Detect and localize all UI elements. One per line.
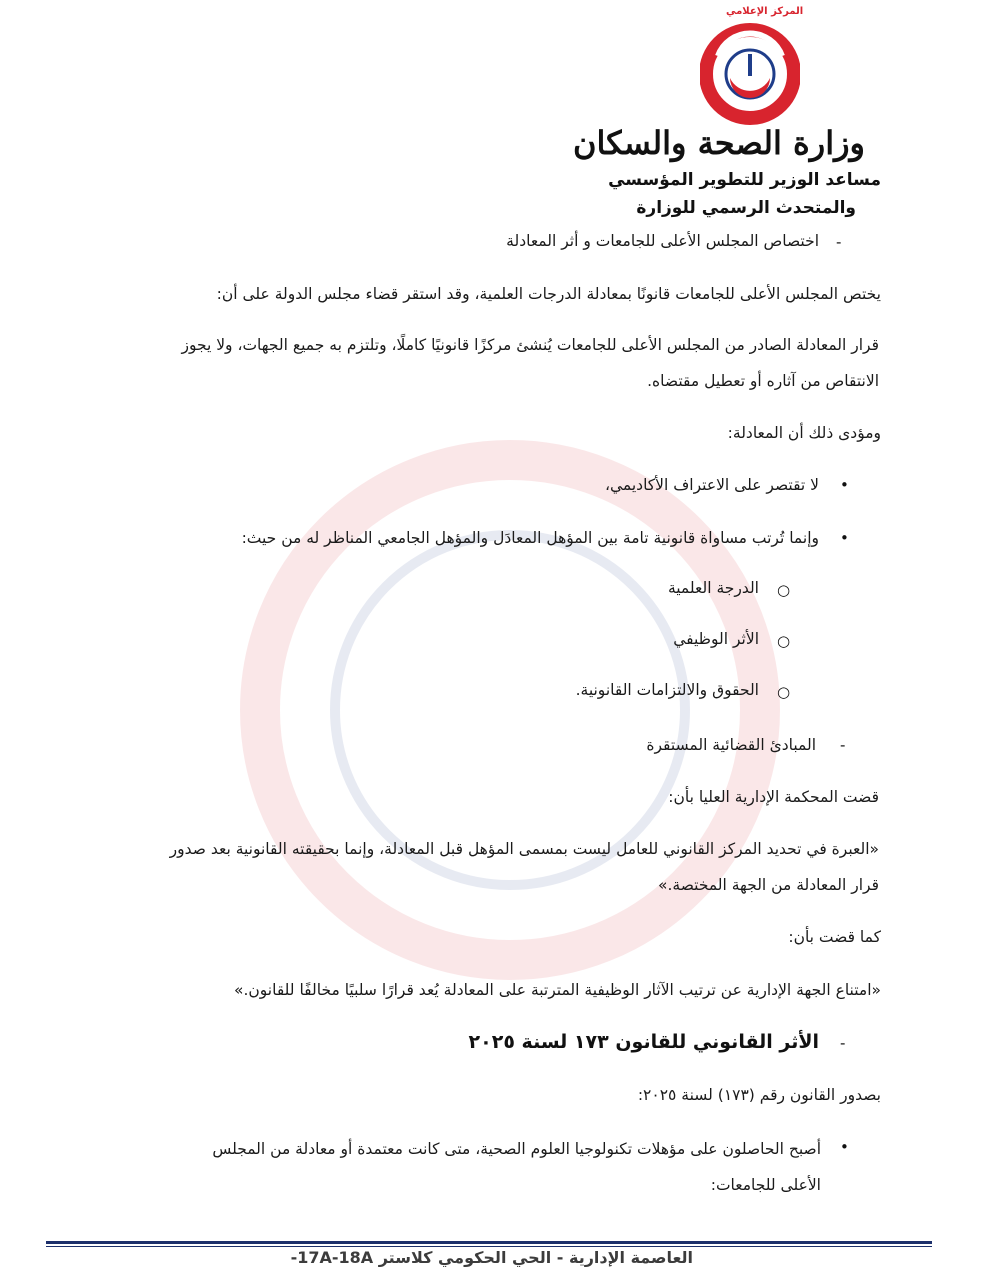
section-heading-judicial-principles: المبادئ القضائية المستقرة bbox=[646, 736, 816, 754]
sub-bullet-rights: الحقوق والالتزامات القانونية. bbox=[575, 681, 759, 699]
paragraph-equivalency-decision-2: الانتقاص من آثاره أو تعطيل مقتضاه. bbox=[647, 372, 879, 390]
sub-bullet-circle-icon: ○ bbox=[777, 581, 791, 599]
paragraph-supreme-court: قضت المحكمة الإدارية العليا بأن: bbox=[668, 788, 879, 806]
paragraph-law-issuance: بصدور القانون رقم (١٧٣) لسنة ٢٠٢٥: bbox=[637, 1086, 881, 1104]
quote-legal-status-1: «العبرة في تحديد المركز القانوني للعامل ليست بمسمى المؤهل قبل المعادلة، وإنما بحقيقته القانونية بعد صدور bbox=[169, 840, 879, 858]
ministry-logo-icon bbox=[700, 16, 800, 126]
bullet-dot-icon: • bbox=[840, 476, 849, 494]
bullet-legal-equality: وإنما تُرتب مساواة قانونية تامة بين المؤهل المعادَل والمؤهل الجامعي المناظر له من حيث: bbox=[241, 529, 819, 547]
section-heading-council: اختصاص المجلس الأعلى للجامعات و أثر المعادلة bbox=[506, 232, 819, 250]
sub-bullet-job-effect: الأثر الوظيفي bbox=[673, 630, 759, 648]
quote-negative-decision: «امتناع الجهة الإدارية عن ترتيب الآثار الوظيفية المترتبة على المعادلة يُعد قرارًا سلبيًا مخالفًا للقانون.» bbox=[234, 981, 881, 999]
logo-top-label: المركز الإعلامي bbox=[726, 6, 804, 17]
paragraph-also-ruled: كما قضت بأن: bbox=[788, 928, 881, 946]
footer-address: العاصمة الإدارية - الحي الحكومي كلاستر 17A-18A- bbox=[290, 1248, 693, 1267]
footer-divider bbox=[46, 1241, 932, 1244]
dash-bullet-icon: - bbox=[840, 1034, 846, 1052]
paragraph-equivalency-decision-1: قرار المعادلة الصادر من المجلس الأعلى للجامعات يُنشئ مركزًا قانونيًا كاملًا، وتلتزم به جميع الجهات، ولا يجوز bbox=[181, 336, 879, 354]
paragraph-council-jurisdiction: يختص المجلس الأعلى للجامعات قانونًا بمعادلة الدرجات العلمية، وقد استقر قضاء مجلس الدولة على أن: bbox=[216, 285, 881, 303]
bullet-dot-icon: • bbox=[840, 529, 849, 547]
sub-bullet-circle-icon: ○ bbox=[777, 632, 791, 650]
sub-bullet-degree: الدرجة العلمية bbox=[667, 579, 759, 597]
watermark-logo-icon bbox=[230, 430, 790, 990]
subtitle-spokesperson: والمتحدث الرسمي للوزارة bbox=[636, 198, 856, 218]
sub-bullet-circle-icon: ○ bbox=[777, 683, 791, 701]
paragraph-consequence: ومؤدى ذلك أن المعادلة: bbox=[727, 424, 881, 442]
section-heading-law-173: الأثر القانوني للقانون ١٧٣ لسنة ٢٠٢٥ bbox=[468, 1031, 819, 1053]
dash-bullet-icon: - bbox=[840, 736, 846, 754]
bullet-dot-icon: • bbox=[840, 1138, 849, 1156]
dash-bullet-icon: - bbox=[836, 233, 842, 251]
bullet-academic: لا تقتصر على الاعتراف الأكاديمي، bbox=[604, 476, 819, 494]
quote-legal-status-2: قرار المعادلة من الجهة المختصة.» bbox=[657, 876, 879, 894]
footer-divider-thin bbox=[46, 1246, 932, 1247]
bullet-graduates-1: أصبح الحاصلون على مؤهلات تكنولوجيا العلوم الصحية، متى كانت معتمدة أو معادلة من المجلس bbox=[212, 1140, 821, 1158]
ministry-title: وزارة الصحة والسكان bbox=[572, 124, 865, 162]
bullet-graduates-2: الأعلى للجامعات: bbox=[710, 1176, 821, 1194]
subtitle-assistant-minister: مساعد الوزير للتطوير المؤسسي bbox=[608, 170, 881, 190]
